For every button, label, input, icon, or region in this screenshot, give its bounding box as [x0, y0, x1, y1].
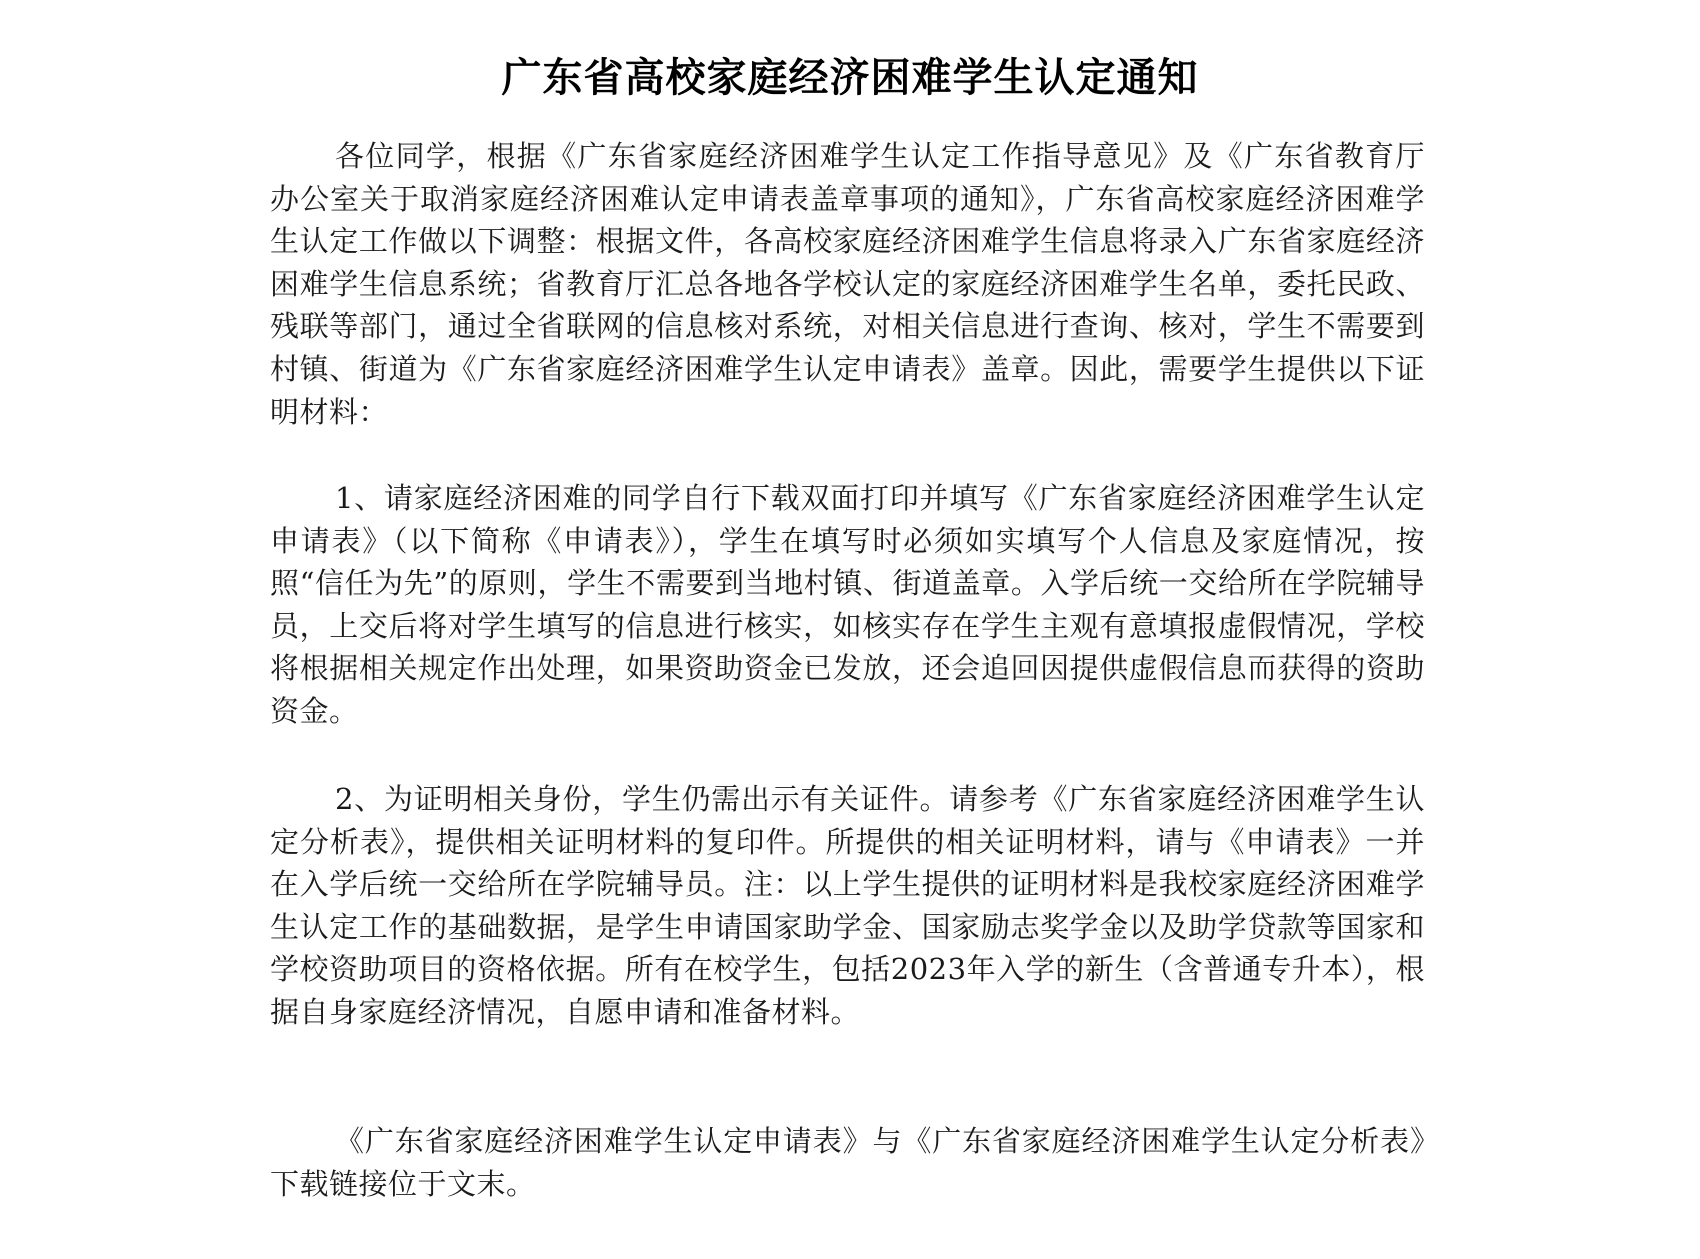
document-title: 广东省高校家庭经济困难学生认定通知	[501, 54, 1199, 101]
paragraph-item-2: 2、为证明相关身份，学生仍需出示有关证件。请参考《广东省家庭经济困难学生认定分析表》，提供相关证明材料的复印件。所提供的相关证明材料，请与《申请表》一并在入学后统一交给所在学院辅导员。注：以上学生提供的证明材料是我校家庭经济困难学生认定工作的基础数据，是学生申请国家助学金、国家励志奖学金以及助学贷款等国家和学校资助项目的资格依据。所有在校学生，包括2023年入学的新生（含普通专升本），根据自身家庭经济情况，自愿申请和准备材料。	[270, 782, 1425, 1029]
paragraph-item-1: 1、请家庭经济困难的同学自行下载双面打印并填写《广东省家庭经济困难学生认定申请表》（以下简称《申请表》），学生在填写时必须如实填写个人信息及家庭情况，按照“信任为先”的原则，学生不需要到当地村镇、街道盖章。入学后统一交给所在学院辅导员，上交后将对学生填写的信息进行核实，如核实存在学生主观有意填报虚假情况，学校将根据相关规定作出处理，如果资助资金已发放，还会追回因提供虚假信息而获得的资助资金。	[270, 481, 1425, 728]
paragraph-intro: 各位同学，根据《广东省家庭经济困难学生认定工作指导意见》及《广东省教育厅办公室关于取消家庭经济困难认定申请表盖章事项的通知》，广东省高校家庭经济困难学生认定工作做以下调整：根据文件，各高校家庭经济困难学生信息将录入广东省家庭经济困难学生信息系统；省教育厅汇总各地各学校认定的家庭经济困难学生名单，委托民政、残联等部门，通过全省联网的信息核对系统，对相关信息进行查询、核对，学生不需要到村镇、街道为《广东省家庭经济困难学生认定申请表》盖章。因此，需要学生提供以下证明材料：	[270, 139, 1425, 429]
paragraph-download-note: 《广东省家庭经济困难学生认定申请表》与《广东省家庭经济困难学生认定分析表》下载链接位于文末。	[270, 1124, 1425, 1201]
